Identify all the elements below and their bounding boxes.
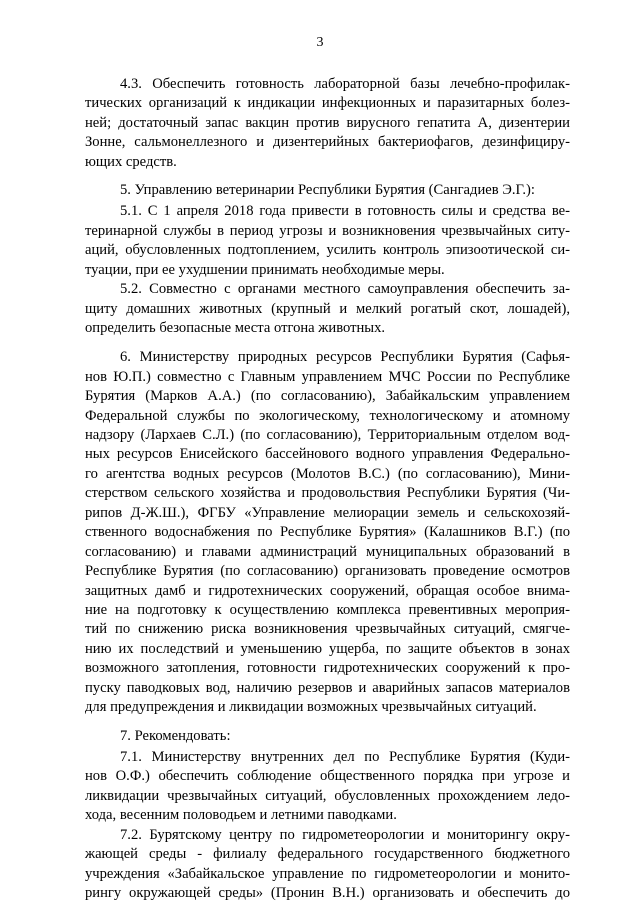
text-line: учреждения «Забайкальское управление по гидрометеорологии и монито-: [85, 865, 570, 882]
text-line: Бурятия (Марков А.А.) (по согласованию), Забайкальским управлением: [85, 388, 570, 405]
text-line: 7. Рекомендовать:: [120, 728, 231, 745]
text-line: защитных дамб и гидротехнических сооружений, обращая особое внима-: [85, 582, 570, 599]
text-line: хода, весенним половодьем и летними паводками.: [85, 807, 397, 824]
text-line: тий по снижению риска возникновения чрезвычайных ситуаций, смягче-: [85, 621, 570, 638]
text-line: 5.2. Совместно с органами местного самоуправления обеспечить за-: [120, 281, 570, 298]
text-line: 7.2. Бурятскому центру по гидрометеорологии и мониторингу окру-: [120, 826, 570, 843]
text-line: теринарной службы в период угрозы и возникновения чрезвычайных ситу-: [85, 222, 570, 239]
text-line: нов Ю.П.) совместно с Главным управлением МЧС России по Республике: [85, 368, 570, 385]
text-line: рипов Д-Ж.Ш.), ФГБУ «Управление мелиорации земель и сельскохозяй-: [85, 504, 570, 521]
text-line: определить безопасные места отгона животных.: [85, 320, 386, 337]
text-line: 4.3. Обеспечить готовность лабораторной базы лечебно-профилак-: [120, 76, 570, 92]
text-line: нов О.Ф.) обеспечить соблюдение общественного порядка при угрозе и: [85, 768, 570, 785]
text-line: ственного водоснабжения по Республике Бурятия» (Калашников В.Г.) (по: [85, 524, 570, 541]
text-line: 5.1. С 1 апреля 2018 года привести в готовность силы и средства ве-: [120, 203, 570, 220]
text-line: для предупреждения и ликвидации возможных чрезвычайных ситуаций.: [85, 699, 537, 716]
text-line: возможного затопления, готовности гидротехнических сооружений к про-: [85, 660, 570, 677]
text-line: ных ресурсов Енисейского бассейнового водного управления Федерально-: [85, 446, 570, 463]
text-line: го агентства водных ресурсов (Молотов В.С.) (по согласованию), Мини-: [85, 465, 570, 482]
text-line: пуску паводковых вод, наличию резервов и аварийных запасов материалов: [85, 679, 570, 696]
text-line: рингу окружающей среды» (Пронин В.Н.) организовать и обеспечить до: [85, 885, 570, 901]
text-line: аций, обусловленных подтоплением, усилить контроль эпизоотической си-: [85, 242, 570, 259]
text-line: стерством сельского хозяйства и продовольствия Республики Бурятия (Чи-: [85, 485, 570, 502]
text-line: ней; достаточный запас вакцин против вирусного гепатита А, дизентерии: [85, 114, 570, 131]
text-line: 7.1. Министерству внутренних дел по Республике Бурятия (Куди-: [120, 748, 570, 765]
text-line: Федеральной службы по экологическому, технологическому и атомному: [85, 407, 570, 424]
text-line: нию их последствий и уменьшению ущерба, по защите объектов в зонах: [85, 640, 570, 657]
page-number: 3: [316, 35, 324, 50]
text-line: жающей среды - филиалу федерального государственного бюджетного: [85, 846, 570, 863]
text-line: ликвидации чрезвычайных ситуаций, обусловленных прохождением ледо-: [85, 787, 570, 804]
text-line: 5. Управлению ветеринарии Республики Бурятия (Сангадиев Э.Г.):: [120, 181, 535, 198]
text-line: туации, при ее ухудшении принимать необходимые меры.: [85, 261, 445, 278]
text-line: Республике Бурятия (по согласованию) организовать проведение осмотров: [85, 563, 570, 580]
text-line: щиту домашних животных (крупный и мелкий рогатый скот, лошадей),: [85, 300, 570, 317]
text-line: согласованию) и главами администраций муниципальных образований в: [85, 543, 570, 560]
text-line: ние на подготовку к осуществлению комплекса превентивных мероприя-: [85, 602, 570, 619]
text-line: ющих средств.: [85, 153, 177, 170]
text-line: Зонне, сальмонеллезного и дизентерийных бактериофагов, дезинфициру-: [85, 134, 570, 151]
text-line: 6. Министерству природных ресурсов Республики Бурятия (Сафья-: [120, 349, 570, 366]
text-line: тических организаций к индикации инфекционных и паразитарных болез-: [85, 95, 570, 112]
text-line: надзору (Лархаев С.Л.) (по согласованию), Территориальным отделом вод-: [85, 427, 570, 444]
